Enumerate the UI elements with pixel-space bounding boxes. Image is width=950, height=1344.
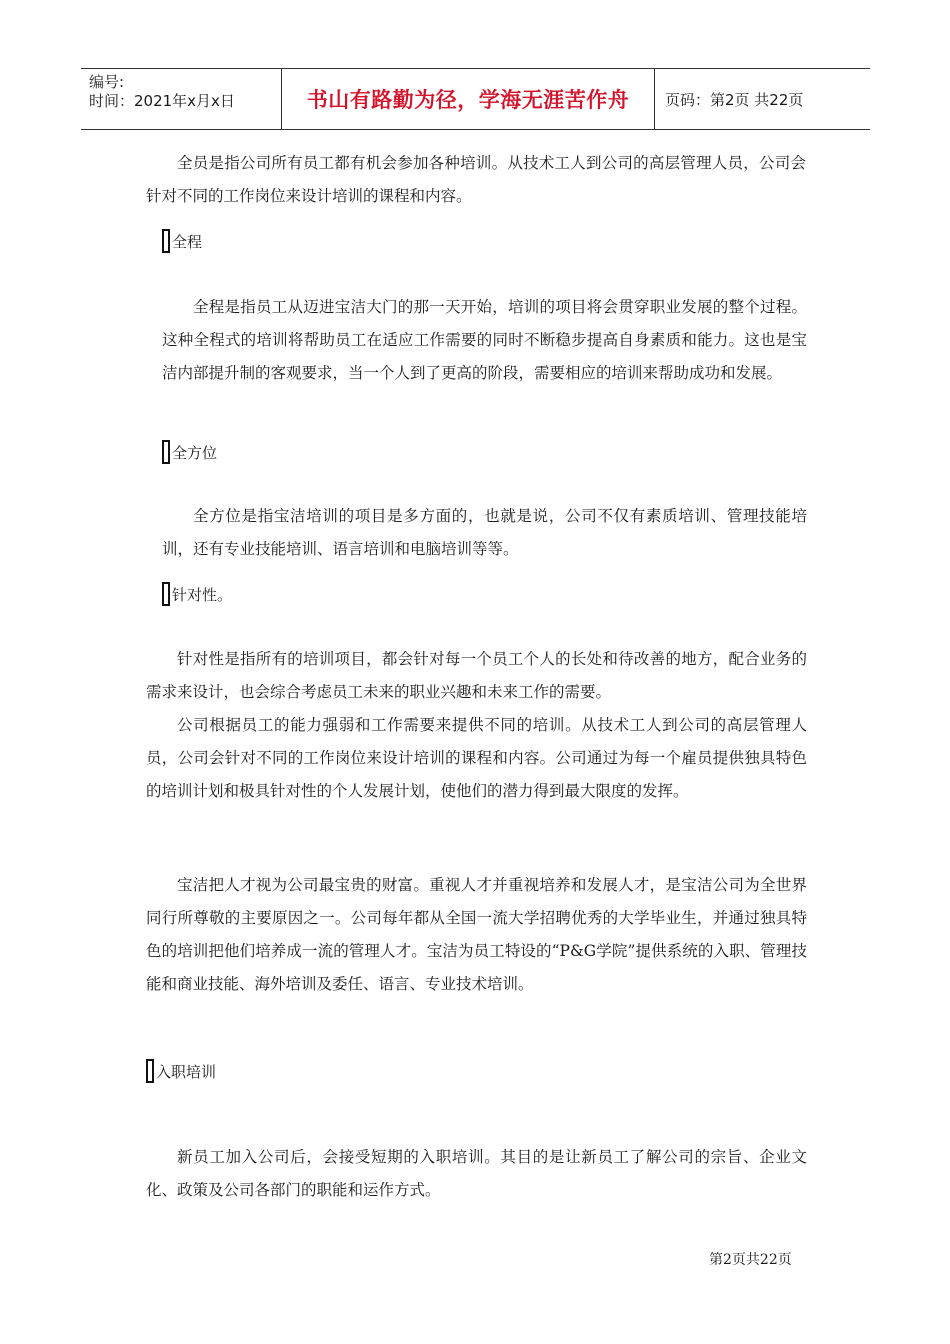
heading-text: 针对性: [172, 585, 218, 604]
header-motto: 书山有路勤为径，学海无涯苦作舟: [282, 69, 655, 129]
quanfangwei-paragraph: 全方位是指宝洁培训的项目是多方面的，也就是说，公司不仅有素质培训、管理技能培训，还有专业技能培训、语言培训和电脑培训等等。: [162, 507, 807, 558]
heading-zhenduixing: [162, 582, 232, 606]
heading-text: 全程: [172, 232, 203, 251]
page-header: [81, 68, 870, 130]
number-label: 编号:: [89, 73, 125, 91]
zhenduixing-paragraph-2: 公司根据员工的能力强弱和工作需要来提供不同的培训。从技术工人到公司的高层管理人员，公司会针对不同的工作岗位来设计培训的课程和内容。公司通过为每一个雇员提供独具特色的培训计划和极具针对性的个人发展计划，使他们的潜力得到最大限度的发挥。: [146, 716, 807, 800]
talent-paragraph: 宝洁把人才视为公司最宝贵的财富。重视人才并重视培养和发展人才，是宝洁公司为全世界同行所尊敬的主要原因之一。公司每年都从全国一流大学招聘优秀的大学毕业生，并通过独具特色的培训把他们培养成一流的管理人才。宝洁为员工特设的“P&G学院”提供系统的入职、管理技能和商业技能、海外培训及委任、语言、专业技术培训。: [146, 876, 807, 993]
checkbox-icon: [162, 229, 170, 253]
header-meta: [81, 69, 282, 129]
heading-text: 全方位: [172, 443, 218, 462]
time-label: 时间：2021年x月x日: [89, 92, 235, 110]
ruzhi-paragraph: 新员工加入公司后，会接受短期的入职培训。其目的是让新员工了解公司的宗旨、企业文化、政策及公司各部门的职能和运作方式。: [146, 1148, 807, 1199]
intro-paragraph: 全员是指公司所有员工都有机会参加各种培训。从技术工人到公司的高层管理人员，公司会针对不同的工作岗位来设计培训的课程和内容。: [146, 154, 806, 205]
zhenduixing-paragraph-1: 针对性是指所有的培训项目，都会针对每一个员工个人的长处和待改善的地方，配合业务的需求来设计，也会综合考虑员工未来的职业兴趣和未来工作的需要。: [146, 650, 807, 701]
heading-quancheng: [162, 229, 202, 253]
quancheng-paragraph: 全程是指员工从迈进宝洁大门的那一天开始，培训的项目将会贯穿职业发展的整个过程。这种全程式的培训将帮助员工在适应工作需要的同时不断稳步提高自身素质和能力。这也是宝洁内部提升制的客观要求，当一个人到了更高的阶段，需要相应的培训来帮助成功和发展。: [162, 298, 807, 382]
checkbox-icon: [146, 1059, 154, 1083]
heading-period: 。: [217, 585, 233, 604]
heading-ruzhi: [146, 1059, 216, 1083]
header-page-label: 页码：第2页 共22页: [665, 90, 804, 109]
page-footer: 第2页共22页: [709, 1252, 792, 1268]
heading-quanfangwei: [162, 440, 217, 464]
checkbox-icon: [162, 440, 170, 464]
heading-text: 入职培训: [156, 1062, 217, 1081]
checkbox-icon: [162, 582, 170, 606]
